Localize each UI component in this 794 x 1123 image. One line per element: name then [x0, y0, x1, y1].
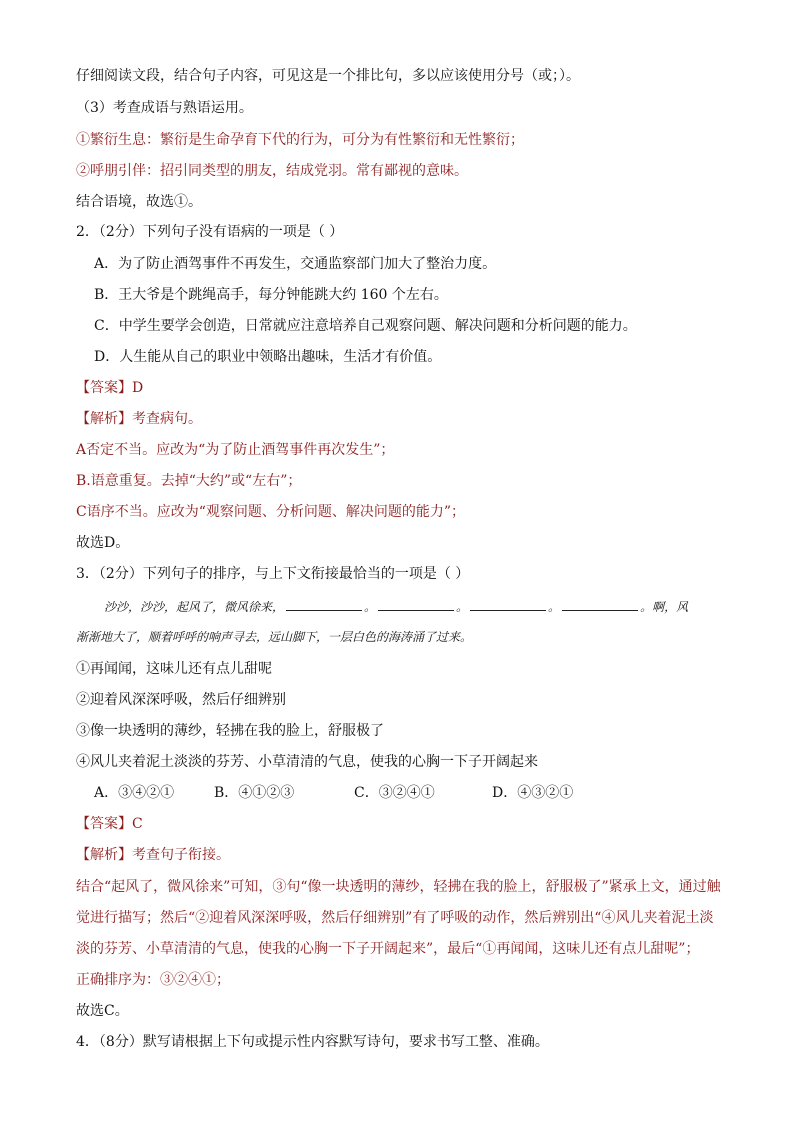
option-a: A．③④②①: [94, 785, 175, 801]
poem-text: 沙沙，沙沙，起风了，微风徐来，: [104, 600, 285, 614]
analysis: 【解析】考查病句。: [76, 411, 202, 427]
blank: [562, 598, 638, 611]
analysis-line: 结合“起风了，微风徐来”可知，③句“像一块透明的薄纱，轻拂在我的脸上，舒服极了”紧承上文，通过触: [76, 879, 721, 895]
analysis-line: 觉进行描写；然后“②迎着风深深呼吸，然后仔细辨别”有了呼吸的动作，然后辨别出“④风儿夹着泥土淡: [76, 910, 714, 926]
analysis-line: 故选D。: [76, 535, 130, 551]
text-line: （3）考查成语与熟语运用。: [76, 100, 253, 116]
poem-text: 。啊，风: [640, 600, 689, 614]
option-c: C．中学生要学会创造，日常就应注意培养自己观察问题、解决问题和分析问题的能力。: [94, 318, 637, 334]
analysis-line: 淡的芬芳、小草清清的气息，使我的心胸一下子开阔起来”，最后“①再闻闻，这味儿还有点儿甜呢”；: [76, 941, 700, 957]
option-a: A．为了防止酒驾事件不再发生，交通监察部门加大了整治力度。: [94, 256, 497, 272]
sentence: ③像一块透明的薄纱，轻拂在我的脸上，舒服极了: [76, 723, 384, 739]
sentence: ①再闻闻，这味儿还有点儿甜呢: [76, 661, 272, 677]
analysis: 【解析】考查句子衔接。: [76, 847, 230, 863]
question-stem: 3．（2分）下列句子的排序，与上下文衔接最恰当的一项是（ ）: [76, 566, 470, 582]
analysis-line: B.语意重复。去掉“大约”或“左右”；: [76, 473, 302, 489]
sentence: ④风儿夹着泥土淡淡的芬芳、小草清清的气息，使我的心胸一下子开阔起来: [76, 754, 538, 770]
option-d: D．人生能从自己的职业中领略出趣味，生活才有价值。: [94, 349, 442, 365]
option-d: D．④③②①: [492, 785, 574, 801]
poem-line: 渐渐地大了，顺着呼呼的响声寻去，远山脚下，一层白色的海涛涌了过来。: [76, 630, 473, 644]
text-line: ①繁衍生息：繁衍是生命孕育下代的行为，可分为有性繁衍和无性繁衍；: [76, 132, 524, 148]
option-b: B．④①②③: [214, 785, 295, 801]
analysis-line: 故选C。: [76, 1003, 129, 1019]
analysis-line: C语序不当。应改为“观察问题、分析问题、解决问题的能力”；: [76, 504, 466, 520]
sentence: ②迎着风深深呼吸，然后仔细辨别: [76, 692, 286, 708]
answer: 【答案】D: [76, 380, 144, 396]
blank: [470, 598, 546, 611]
poem-line: 沙沙，沙沙，起风了，微风徐来， 。 。 。 。啊，风: [104, 600, 689, 614]
analysis-line: A否定不当。应改为“为了防止酒驾事件再次发生”；: [76, 442, 395, 458]
blank: [378, 598, 454, 611]
question-stem: 4．（8分）默写请根据上下句或提示性内容默写诗句，要求书写工整、准确。: [76, 1034, 549, 1050]
text-line: ②呼朋引伴：招引同类型的朋友，结成党羽。常有鄙视的意味。: [76, 163, 468, 179]
options-row: [94, 783, 573, 803]
text-line: 仔细阅读文段，结合句子内容，可见这是一个排比句，多以应该使用分号（或；）。: [76, 68, 580, 84]
option-c: C．③②④①: [354, 785, 435, 801]
analysis-line: 正确排序为：③②④①；: [76, 972, 230, 988]
blank: [286, 598, 362, 611]
answer: 【答案】C: [76, 816, 143, 832]
option-b: B．王大爷是个跳绳高手，每分钟能跳大约 160 个左右。: [94, 287, 448, 303]
question-stem: 2．（2分）下列句子没有语病的一项是（ ）: [76, 224, 344, 240]
text-line: 结合语境，故选①。: [76, 194, 202, 210]
